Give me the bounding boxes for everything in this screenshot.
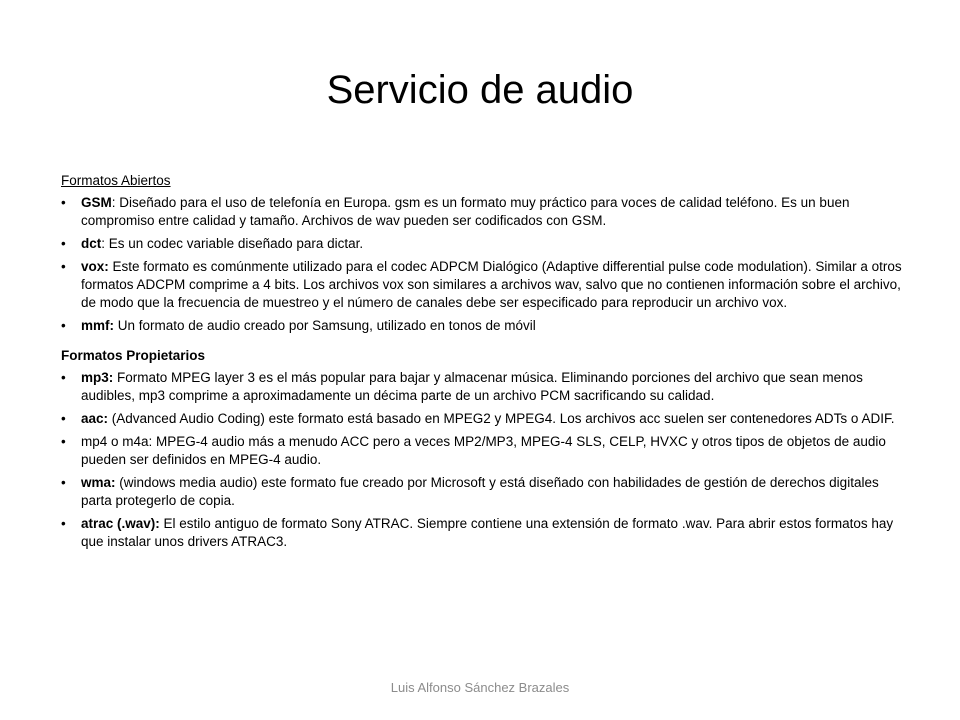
format-description: : Es un codec variable diseñado para dictar. <box>101 236 364 251</box>
format-term: GSM <box>81 195 112 210</box>
list-item <box>61 433 911 469</box>
format-description: : Diseñado para el uso de telefonía en Europa. gsm es un formato muy práctico para voces de calidad teléfono. Es un buen compromiso entre calidad y tamaño. Archivos de wav pueden ser codificados con GSM. <box>81 195 850 228</box>
bullet-icon: • <box>61 516 66 531</box>
bullet-icon: • <box>61 318 66 333</box>
list-item <box>61 235 911 253</box>
format-term: vox: <box>81 259 109 274</box>
footer-author: Luis Alfonso Sánchez Brazales <box>390 680 570 695</box>
list-item <box>61 515 911 551</box>
bullet-icon: • <box>61 411 66 426</box>
bullet-icon: • <box>61 236 66 251</box>
list-item <box>61 317 911 335</box>
format-description: (windows media audio) este formato fue creado por Microsoft y está diseñado con habilidades de gestión de derechos digitales parta protegerlo de copia. <box>81 475 879 508</box>
proprietary-formats-list <box>61 369 911 551</box>
list-item <box>61 194 911 230</box>
format-term: aac: <box>81 411 109 426</box>
format-description: El estilo antiguo de formato Sony ATRAC. Siempre contiene una extensión de formato .wav. Para abrir estos formatos hay que instalar unos drivers ATRAC3. <box>81 516 894 549</box>
format-description: mp4 o m4a: MPEG-4 audio más a menudo ACC pero a veces MP2/MP3, MPEG-4 SLS, CELP, HVXC y otros tipos de objetos de audio pueden ser definidos en MPEG-4 audio. <box>81 434 886 467</box>
list-item <box>61 410 911 428</box>
format-description: Un formato de audio creado por Samsung, utilizado en tonos de móvil <box>114 318 536 333</box>
slide-title: Servicio de audio <box>326 68 634 112</box>
format-term: mp3: <box>81 370 114 385</box>
list-item <box>61 474 911 510</box>
slide-body <box>61 172 911 556</box>
bullet-icon: • <box>61 259 66 274</box>
bullet-icon: • <box>61 475 66 490</box>
list-item <box>61 369 911 405</box>
format-term: wma: <box>81 475 116 490</box>
bullet-icon: • <box>61 434 66 449</box>
bullet-icon: • <box>61 195 66 210</box>
format-description: Este formato es comúnmente utilizado para el codec ADPCM Dialógico (Adaptive differential pulse code modulation). Similar a otros formatos ADCPM comprime a 4 bits. Los archivos vox son similares a archivos wav, salvo que no contienen información sobre el archivo, de modo que la frecuencia de muestreo y el número de canales debe ser especificado para reproducir un archivo vox. <box>81 259 902 310</box>
proprietary-formats-heading: Formatos Propietarios <box>61 348 206 363</box>
bullet-icon: • <box>61 370 66 385</box>
list-item <box>61 258 911 312</box>
format-description: (Advanced Audio Coding) este formato está basado en MPEG2 y MPEG4. Los archivos acc suelen ser contenedores ADTs o ADIF. <box>108 411 895 426</box>
open-formats-heading: Formatos Abiertos <box>61 173 171 188</box>
open-formats-list <box>61 194 911 335</box>
format-description: Formato MPEG layer 3 es el más popular para bajar y almacenar música. Eliminando porciones del archivo que sean menos audibles, mp3 comprime a aproximadamente un décima parte de un archivo PCM sacrificando su calidad. <box>81 370 863 403</box>
format-term: dct <box>81 236 102 251</box>
format-term: mmf: <box>81 318 114 333</box>
format-term: atrac (.wav): <box>81 516 160 531</box>
